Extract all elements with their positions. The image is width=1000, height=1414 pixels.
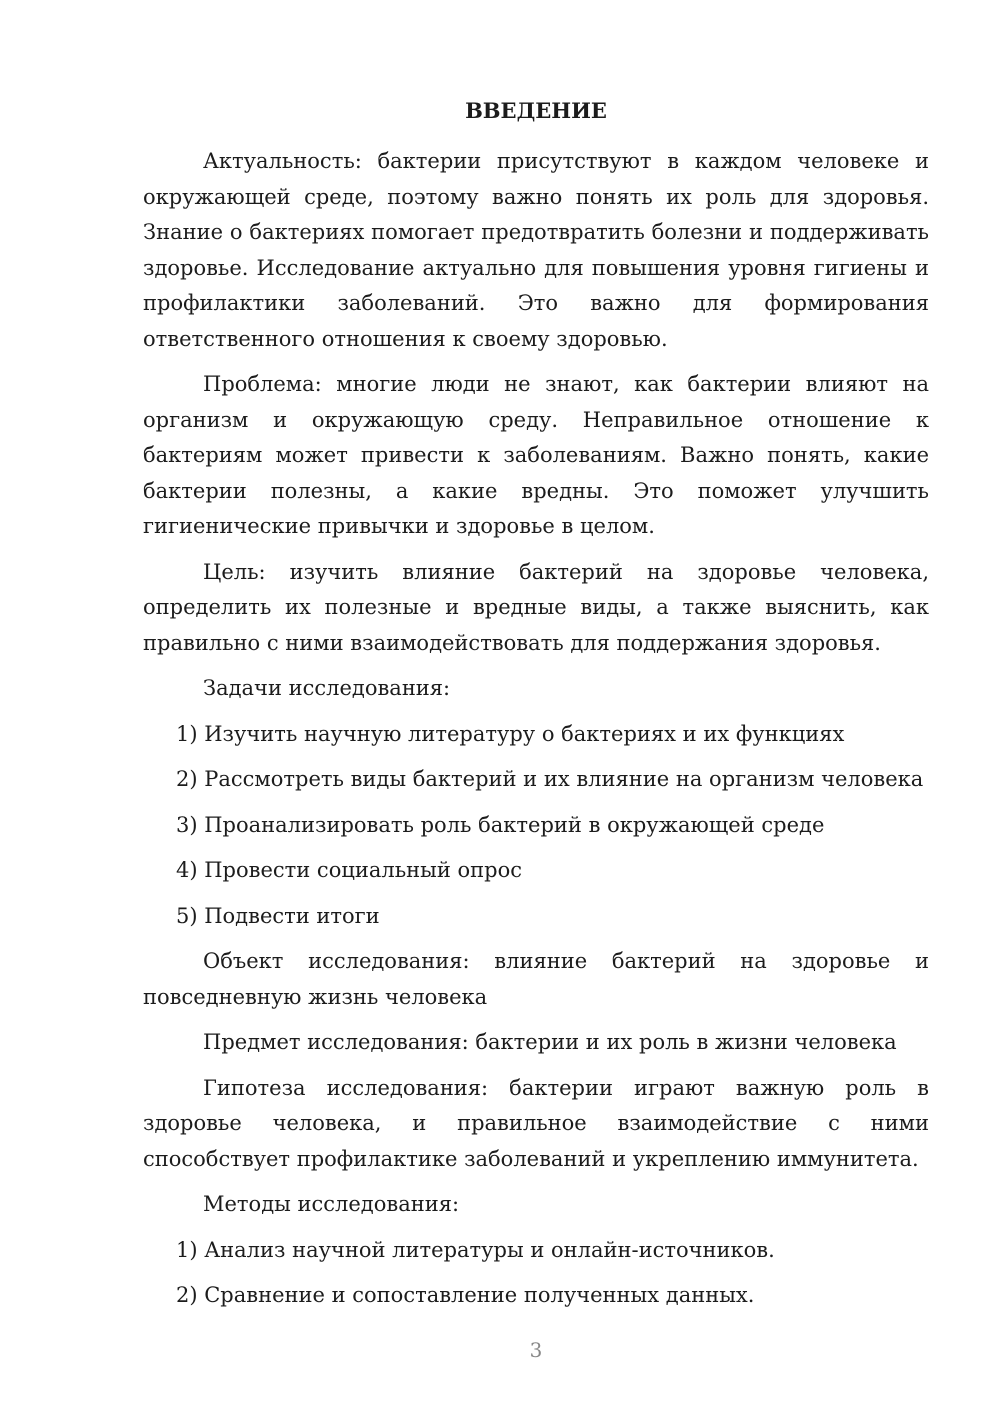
relevance-paragraph: Актуальность: бактерии присутствуют в каждом человеке и окружающей среде, поэтому важно понять их роль для здоровья. Знание о бактериях помогает предотвратить болезни и поддерживать здоровье. Исследование актуально для повышения уровня гигиены и профилактики заболеваний. Это важно для формирования ответственного отношения к своему здоровью. — [143, 149, 929, 351]
subject-paragraph: Предмет исследования: бактерии и их роль в жизни человека — [203, 1030, 897, 1054]
section-title: ВВЕДЕНИЕ — [465, 98, 607, 123]
method-item-2: 2) Сравнение и сопоставление полученных данных. — [176, 1283, 755, 1307]
problem-paragraph: Проблема: многие люди не знают, как бактерии влияют на организм и окружающую среду. Неправильное отношение к бактериям может привести к заболеваниям. Важно понять, какие бактерии полезны, а какие вредны. Это поможет улучшить гигиенические привычки и здоровье в целом. — [143, 372, 929, 538]
hypothesis-paragraph: Гипотеза исследования: бактерии играют важную роль в здоровье человека, и правильное взаимодействие с ними способствует профилактике заболеваний и укреплению иммунитета. — [143, 1075, 929, 1171]
task-item-1: 1) Изучить научную литературу о бактериях и их функциях — [176, 721, 845, 746]
page-content — [143, 96, 929, 1324]
object-paragraph: Объект исследования: влияние бактерий на здоровье и повседневную жизнь человека — [143, 949, 929, 1009]
task-item-5: 5) Подвести итоги — [176, 903, 380, 928]
task-item-2: 2) Рассмотреть виды бактерий и их влияние на организм человека — [176, 767, 924, 791]
task-item-3: 3) Проанализировать роль бактерий в окружающей среде — [176, 812, 825, 837]
task-item-4: 4) Провести социальный опрос — [176, 858, 522, 882]
goal-paragraph: Цель: изучить влияние бактерий на здоровье человека, определить их полезные и вредные виды, а также выяснить, как правильно с ними взаимодействовать для поддержания здоровья. — [143, 559, 929, 655]
tasks-heading: Задачи исследования: — [203, 676, 451, 700]
methods-heading: Методы исследования: — [203, 1192, 460, 1216]
method-item-1: 1) Анализ научной литературы и онлайн-источников. — [176, 1237, 775, 1262]
page-number: 3 — [529, 1338, 543, 1362]
